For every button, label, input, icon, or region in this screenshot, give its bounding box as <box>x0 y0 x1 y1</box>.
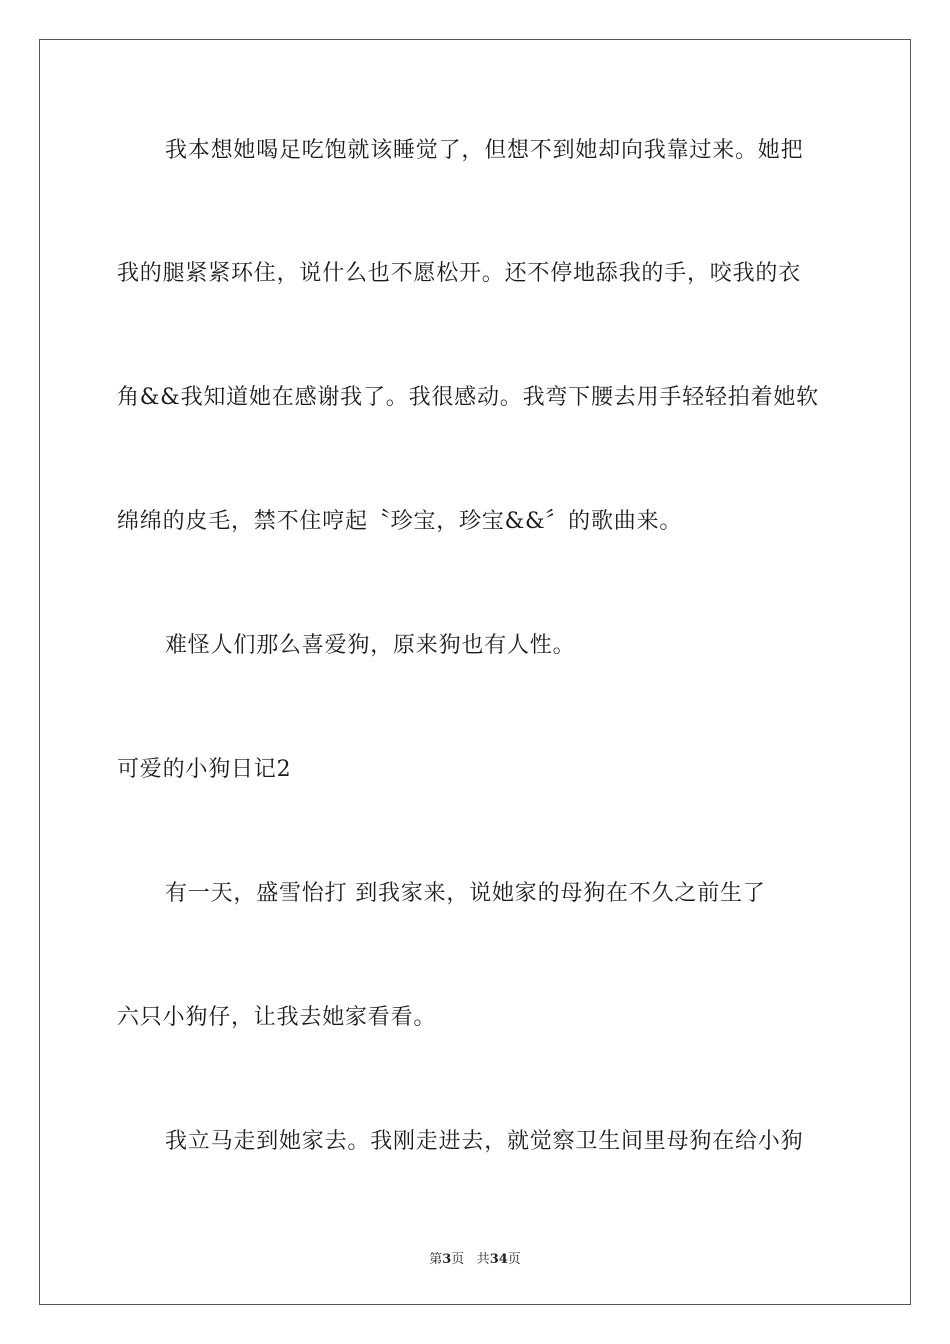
section-heading: 可爱的小狗日记2 <box>117 757 292 782</box>
footer-page-prefix: 第 <box>429 1252 443 1267</box>
paragraph-line: 有一天，盛雪怡打 到我家来，说她家的母狗在不久之前生了 <box>165 881 766 906</box>
paragraph-line: 绵绵的皮毛，禁不住哼起〝珍宝，珍宝&&〞的歌曲来。 <box>117 509 683 534</box>
footer-total-suffix: 页 <box>507 1252 521 1267</box>
page-border <box>39 39 911 1305</box>
paragraph-line: 六只小狗仔，让我去她家看看。 <box>117 1005 437 1030</box>
paragraph-line: 难怪人们那么喜爱狗，原来狗也有人性。 <box>165 633 576 658</box>
footer-page-suffix: 页 <box>451 1252 465 1267</box>
paragraph-line: 角&&我知道她在感谢我了。我很感动。我弯下腰去用手轻轻拍着她软 <box>117 385 819 410</box>
paragraph-line: 我的腿紧紧环住，说什么也不愿松开。还不停地舔我的手，咬我的衣 <box>117 261 802 286</box>
footer-total-pages: 34 <box>489 1252 508 1267</box>
footer-page-number: 3 <box>442 1252 452 1267</box>
paragraph-line: 我本想她喝足吃饱就该睡觉了，但想不到她却向我靠过来。她把 <box>165 138 804 163</box>
page-footer <box>0 1248 950 1267</box>
footer-total-prefix: 共 <box>476 1252 490 1267</box>
paragraph-line: 我立马走到她家去。我刚走进去，就觉察卫生间里母狗在给小狗 <box>165 1129 804 1154</box>
